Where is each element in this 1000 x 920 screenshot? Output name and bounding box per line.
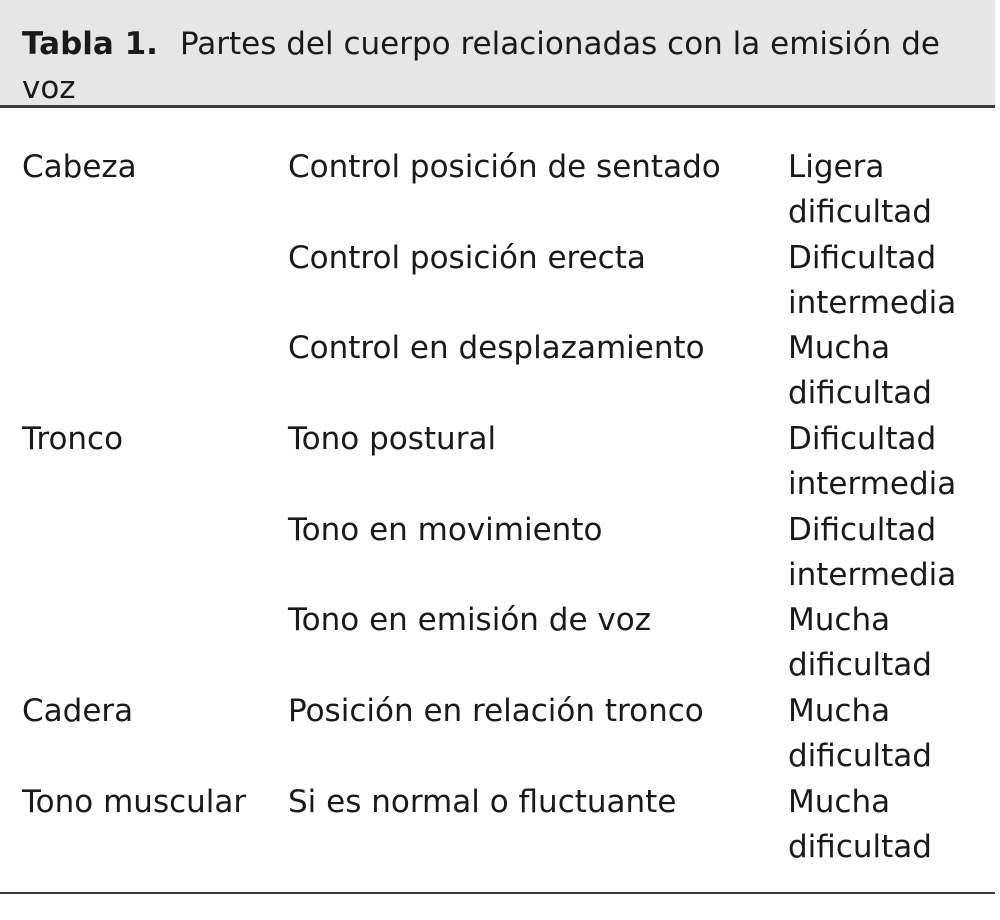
table-row [0,417,995,508]
cell-aspect: Tono en emisión de voz [288,602,651,639]
table-bottom-rule [0,892,995,894]
cell-body-part: Cadera [22,693,134,730]
table-row [0,236,995,327]
cell-difficulty: Mucha dificultad [788,330,932,412]
cell-difficulty: Dificultad intermedia [788,511,957,593]
cell-difficulty: Dificultad intermedia [788,421,957,503]
cell-body-part: Cabeza [22,149,137,185]
table-body [0,145,995,871]
cell-aspect: Si es normal o fluctuante [288,783,677,820]
table-row [0,689,995,780]
cell-aspect: Control posición erecta [288,239,646,276]
table-row [0,598,995,689]
table-row [0,780,995,871]
table-row [0,508,995,599]
cell-difficulty: Dificultad intermedia [788,239,957,321]
table-number: Tabla 1. [22,26,158,62]
cell-difficulty: Mucha dificultad [788,783,932,865]
cell-body-part: Tono muscular [22,783,247,820]
cell-aspect: Control posición de sentado [288,149,721,185]
cell-difficulty: Mucha dificultad [788,693,932,775]
cell-body-part: Tronco [22,421,124,458]
cell-aspect: Tono postural [288,421,497,458]
table-row [0,326,995,417]
table-caption [0,0,995,108]
table-title: Partes del cuerpo relacionadas con la emisión de voz [22,26,940,106]
cell-aspect: Posición en relación tronco [288,693,704,730]
cell-difficulty: Mucha dificultad [788,602,932,684]
cell-aspect: Control en desplazamiento [288,330,705,367]
cell-aspect: Tono en movimiento [288,511,603,548]
table-row [0,145,995,236]
cell-difficulty: Ligera dificultad [788,149,932,230]
